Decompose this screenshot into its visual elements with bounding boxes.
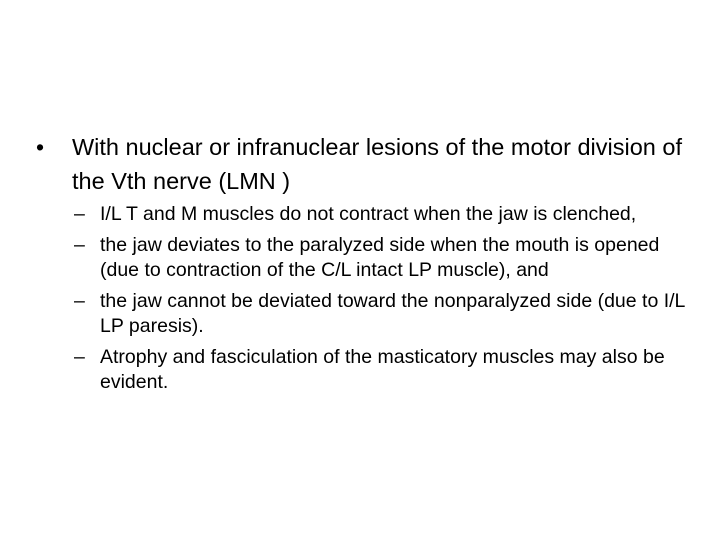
dash-marker: – [74, 345, 85, 368]
sub-bullet-text: I/L T and M muscles do not contract when the jaw is clenched, [100, 203, 637, 225]
sub-bullet-text: the jaw cannot be deviated toward the nonparalyzed side (due to I/L LP paresis). [100, 289, 685, 337]
sub-bullet-text: Atrophy and fasciculation of the masticatory muscles may also be evident. [100, 345, 665, 393]
sub-bullet [36, 289, 686, 340]
sub-bullet [36, 233, 686, 284]
slide-content [36, 130, 686, 401]
sub-bullet-text: the jaw deviates to the paralyzed side when the mouth is opened (due to contraction of the C/L intact LP muscle), and [100, 233, 660, 281]
dash-marker: – [74, 203, 85, 225]
main-bullet [36, 130, 686, 198]
sub-bullet [36, 202, 686, 228]
dash-marker: – [74, 233, 85, 256]
main-bullet-text: With nuclear or infranuclear lesions of the motor division of the Vth nerve (LMN ) [72, 134, 682, 194]
sub-bullet-list [36, 202, 686, 396]
bullet-marker: • [36, 134, 45, 160]
sub-bullet [36, 345, 686, 396]
dash-marker: – [74, 289, 85, 312]
